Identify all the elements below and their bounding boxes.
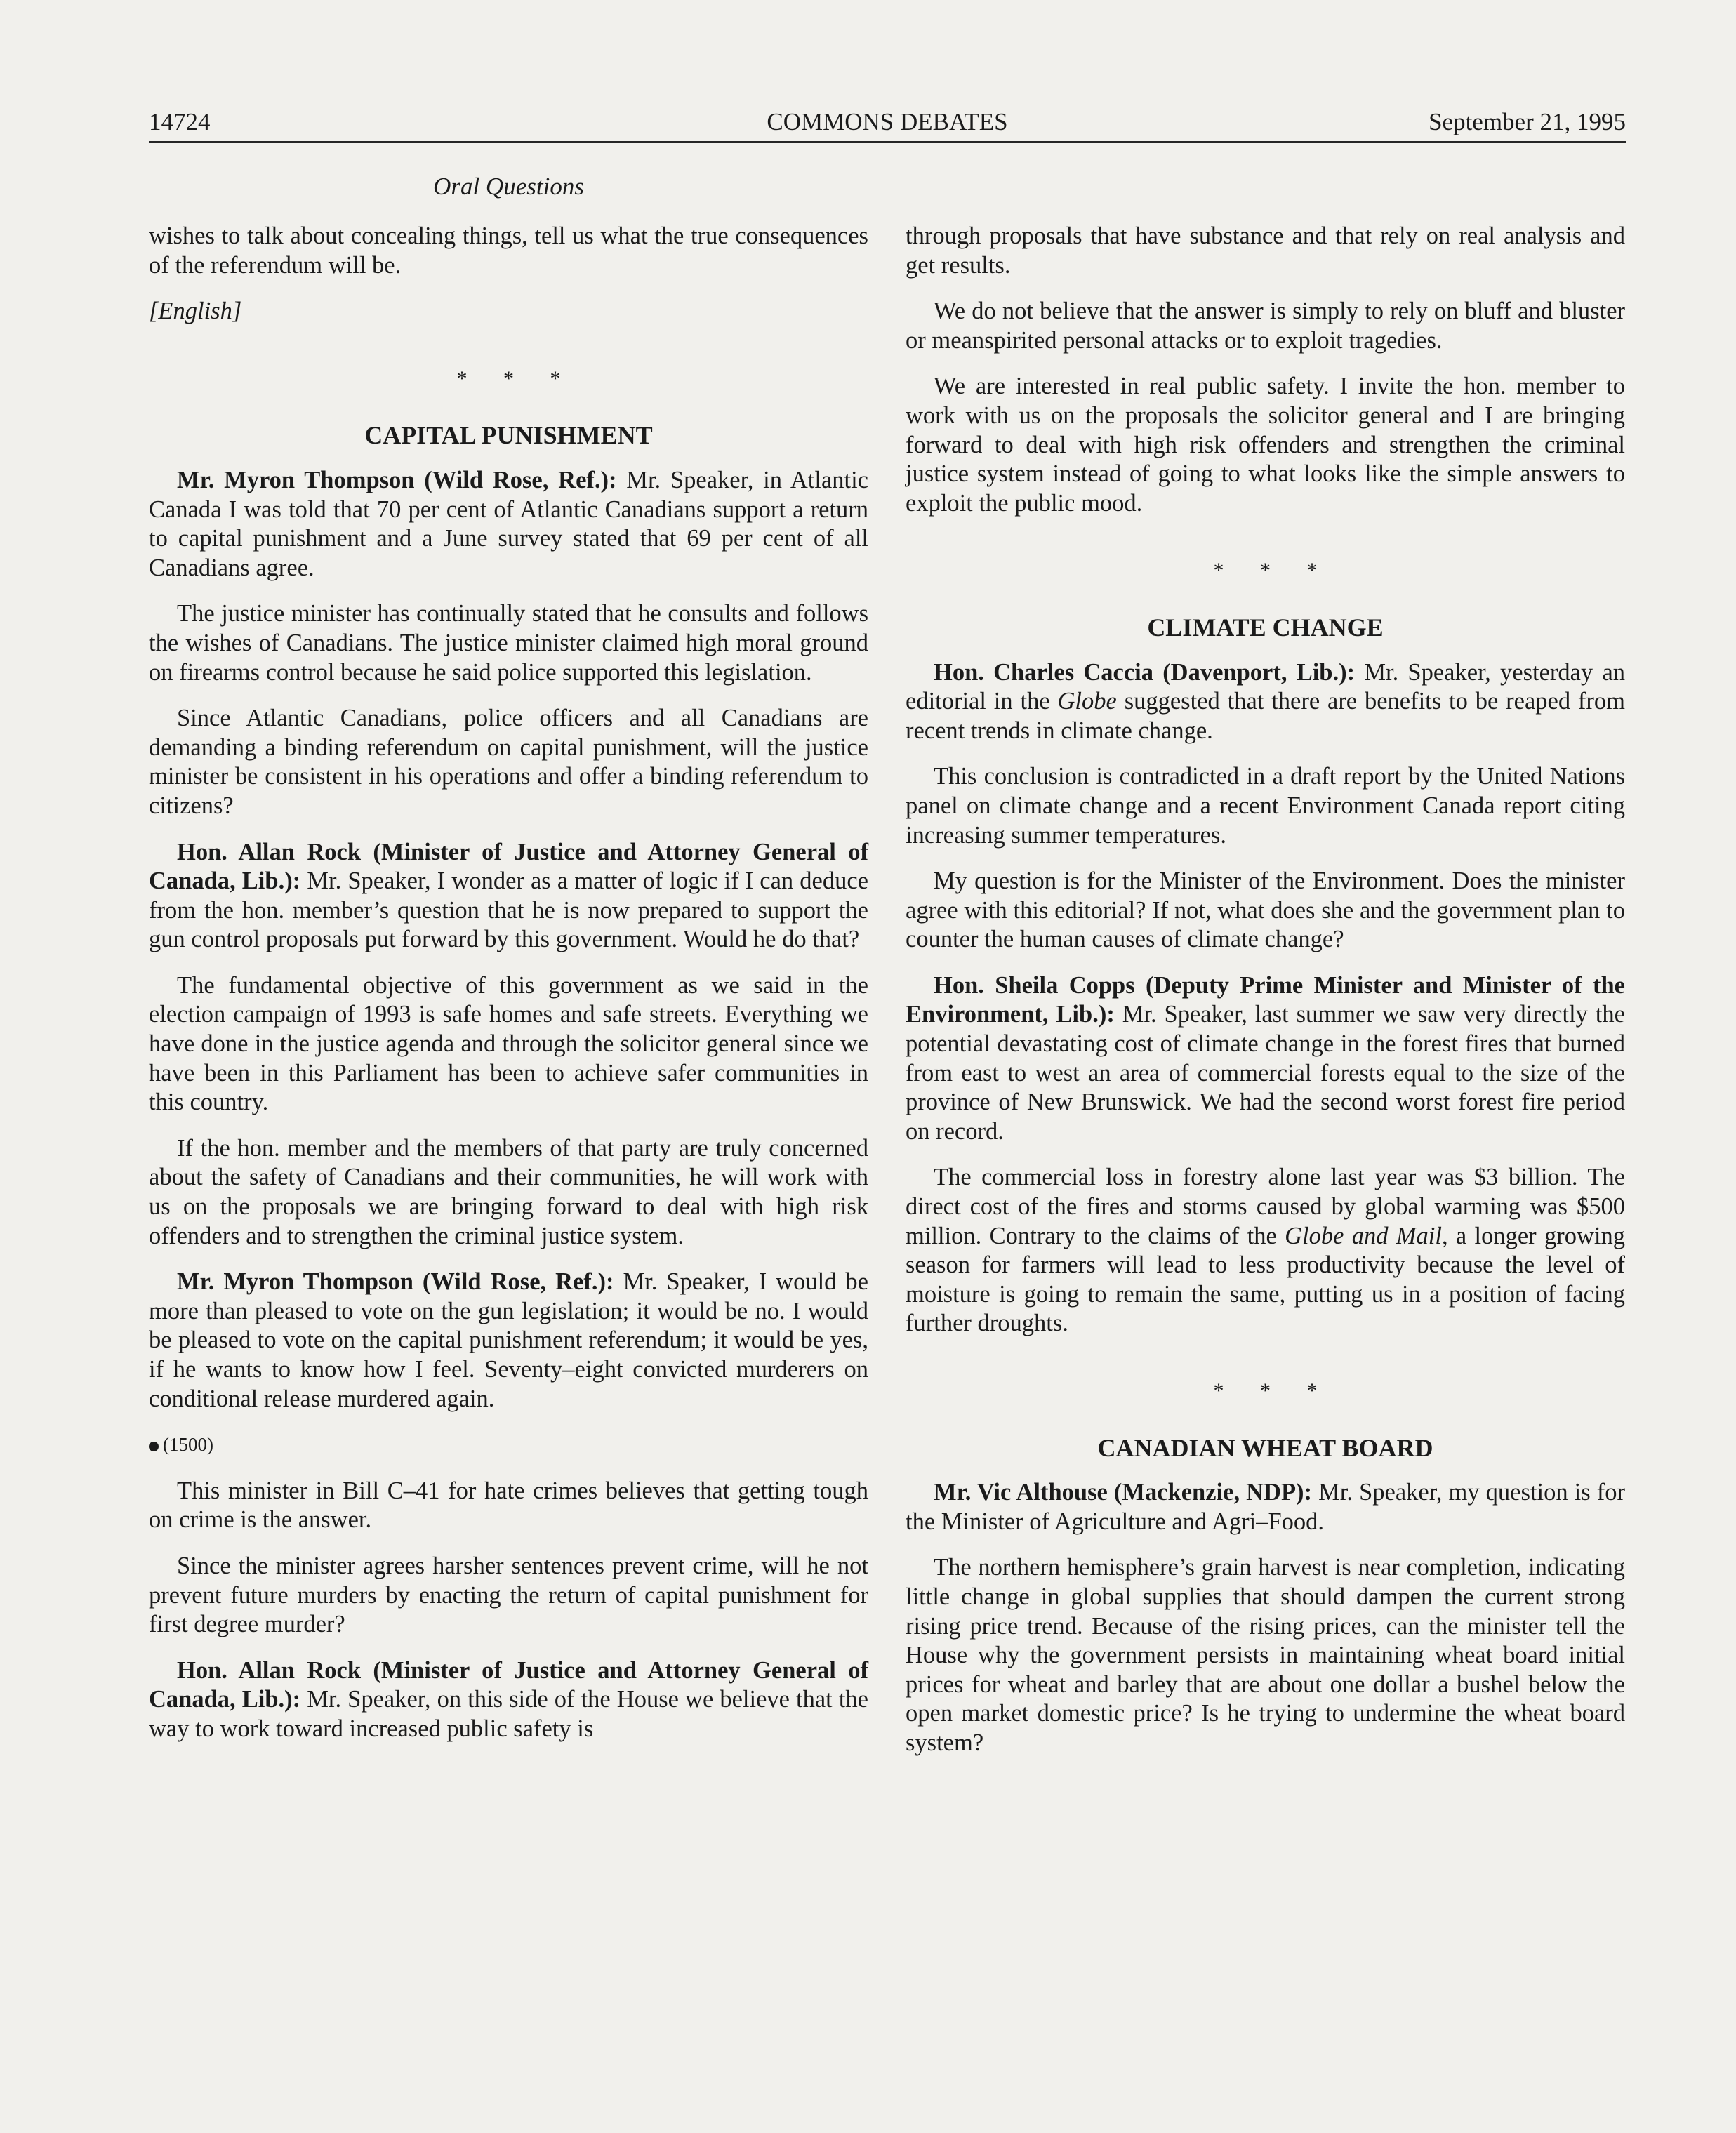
time-stamp: (1500) (163, 1434, 213, 1456)
paragraph: wishes to talk about concealing things, tell us what the true consequences of the referendum will be. (149, 222, 868, 279)
section-heading: CLIMATE CHANGE (1147, 613, 1384, 642)
speech-text: Mr. Speaker, I would be more than pleased to vote on the gun legislation; it would be no. I would be pleased to vote on the capital punishment referendum; it would be yes, if he wants to know how I feel. Seventy–eight convicted murderers on conditional release murdered again. (149, 1268, 868, 1412)
paragraph: The northern hemisphere’s grain harvest is near completion, indicating little change in global supplies that should dampen the current strong rising price trend. Because of the rising prices, can the minister tell the House why the government persists in maintaining wheat board initial prices for wheat and barley that are about one dollar a bushel below the open market domestic price? Is he trying to undermine the wheat board system? (906, 1554, 1625, 1756)
paragraph: My question is for the Minister of the Environment. Does the minister agree with this editorial? If not, what does she and the government plan to counter the human causes of climate change? (906, 868, 1625, 953)
language-marker: [English] (149, 298, 242, 325)
left-column (149, 222, 868, 1761)
paragraph: We do not believe that the answer is simply to rely on bluff and bluster or meanspirited personal attacks or to exploit tragedies. (906, 298, 1625, 354)
section-separator: * * * (1213, 1379, 1333, 1402)
section-heading: CANADIAN WHEAT BOARD (1097, 1433, 1433, 1462)
section-heading: CAPITAL PUNISHMENT (364, 421, 653, 450)
time-marker (149, 1430, 868, 1460)
speech-paragraph (149, 1268, 868, 1414)
paragraph: The justice minister has continually stated that he consults and follows the wishes of Canadians. The justice minister claimed high moral ground on firearms control because he said police supported this legislation. (149, 600, 868, 686)
right-column (906, 222, 1625, 1775)
section-label: Oral Questions (433, 173, 584, 200)
paragraph: This conclusion is contradicted in a draft report by the United Nations panel on climate change and a recent Environment Canada report citing increasing summer temperatures. (906, 763, 1625, 849)
speech-text: Mr. Speaker, last summer we saw very directly the potential devastating cost of climate change in the forest fires that burned from east to west an area of commercial forests equal to the size of the province of New Brunswick. We had the second worst forest fire period on record. (906, 1001, 1625, 1145)
paragraph-text: , a longer growing season for farmers will lead to less productivity because the level of moisture is going to remain the same, putting us in a position of facing further droughts. (906, 1222, 1625, 1337)
paragraph: If the hon. member and the members of that party are truly concerned about the safety of Canadians and their communities, he will work with us on the proposals we are bringing forward to deal with high risk offenders and to strengthen the criminal justice system. (149, 1134, 868, 1249)
running-head (149, 104, 1626, 140)
speech-text: Mr. Speaker, in Atlantic Canada I was told that 70 per cent of Atlantic Canadians support a return to capital punishment and a June survey stated that 69 per cent of all Canadians agree. (149, 466, 868, 581)
speaker-name: Hon. Allan Rock (Minister of Justice and Attorney General of Canada, Lib.): (149, 838, 868, 895)
header-rule (149, 141, 1626, 143)
speech-paragraph (149, 1656, 868, 1744)
page-number: 14724 (149, 108, 211, 135)
newspaper-name: Globe and Mail (1285, 1222, 1442, 1249)
paragraph: through proposals that have substance and that rely on real analysis and get results. (906, 222, 1625, 279)
speech-paragraph (149, 466, 868, 583)
speech-text: Mr. Speaker, I wonder as a matter of logic if I can deduce from the hon. member’s question that he is now prepared to support the gun control proposals put forward by this government. Would he do that? (149, 868, 868, 953)
paragraph (906, 1163, 1625, 1338)
speech-paragraph (149, 838, 868, 955)
speaker-name: Mr. Myron Thompson (Wild Rose, Ref.): (177, 1268, 614, 1296)
paragraph: Since Atlantic Canadians, police officers and all Canadians are demanding a binding referendum on capital punishment, will the justice minister be consistent in his operations and offer a binding referendum to citizens? (149, 705, 868, 819)
speech-text: Mr. Speaker, yesterday an editorial in the (906, 658, 1626, 715)
speaker-name: Mr. Myron Thompson (Wild Rose, Ref.): (177, 466, 617, 493)
paragraph: We are interested in real public safety. I invite the hon. member to work with us on the proposals the solicitor general and I are bringing forward to deal with high risk offenders and strengthen the criminal justice system instead of going to what looks like the simple answers to exploit the public mood. (906, 373, 1625, 517)
header-date: September 21, 1995 (1429, 108, 1626, 135)
speaker-name: Hon. Allan Rock (Minister of Justice and Attorney General of Canada, Lib.): (149, 1656, 868, 1713)
speaker-name: Hon. Charles Caccia (Davenport, Lib.): (934, 658, 1356, 686)
paragraph-text: The commercial loss in forestry alone last year was $3 billion. The direct cost of the fires and storms caused by global warming was $500 million. Contrary to the claims of the (906, 1164, 1625, 1249)
speaker-name: Mr. Vic Althouse (Mackenzie, NDP): (934, 1479, 1313, 1506)
paragraph: This minister in Bill C–41 for hate crimes believes that getting tough on crime is the answer. (149, 1477, 868, 1534)
publication-title: COMMONS DEBATES (767, 108, 1008, 135)
paragraph: The fundamental objective of this government as we said in the election campaign of 1993 is safe homes and safe streets. Everything we have done in the justice agenda and through the solicitor general since we have been in this Parliament has been to achieve safer communities in this country. (149, 971, 868, 1116)
newspaper-name: Globe (1057, 688, 1117, 715)
section-separator: * * * (1213, 559, 1333, 583)
speech-text: suggested that there are benefits to be reaped from recent trends in climate change. (906, 688, 1625, 744)
section-separator: * * * (456, 366, 576, 390)
paragraph: Since the minister agrees harsher sentences prevent crime, will he not prevent future murders by enacting the return of capital punishment for first degree murder? (149, 1552, 868, 1638)
speech-paragraph (906, 658, 1625, 746)
speech-text: Mr. Speaker, my question is for the Minister of Agriculture and Agri–Food. (906, 1479, 1625, 1535)
bullet-icon (149, 1442, 159, 1451)
speaker-name: Hon. Sheila Copps (Deputy Prime Minister and Minister of the Environment, Lib.): (906, 971, 1625, 1028)
speech-paragraph (906, 1478, 1625, 1536)
speech-text: Mr. Speaker, on this side of the House we believe that the way to work toward increased public safety is (149, 1686, 868, 1742)
speech-paragraph (906, 971, 1625, 1147)
